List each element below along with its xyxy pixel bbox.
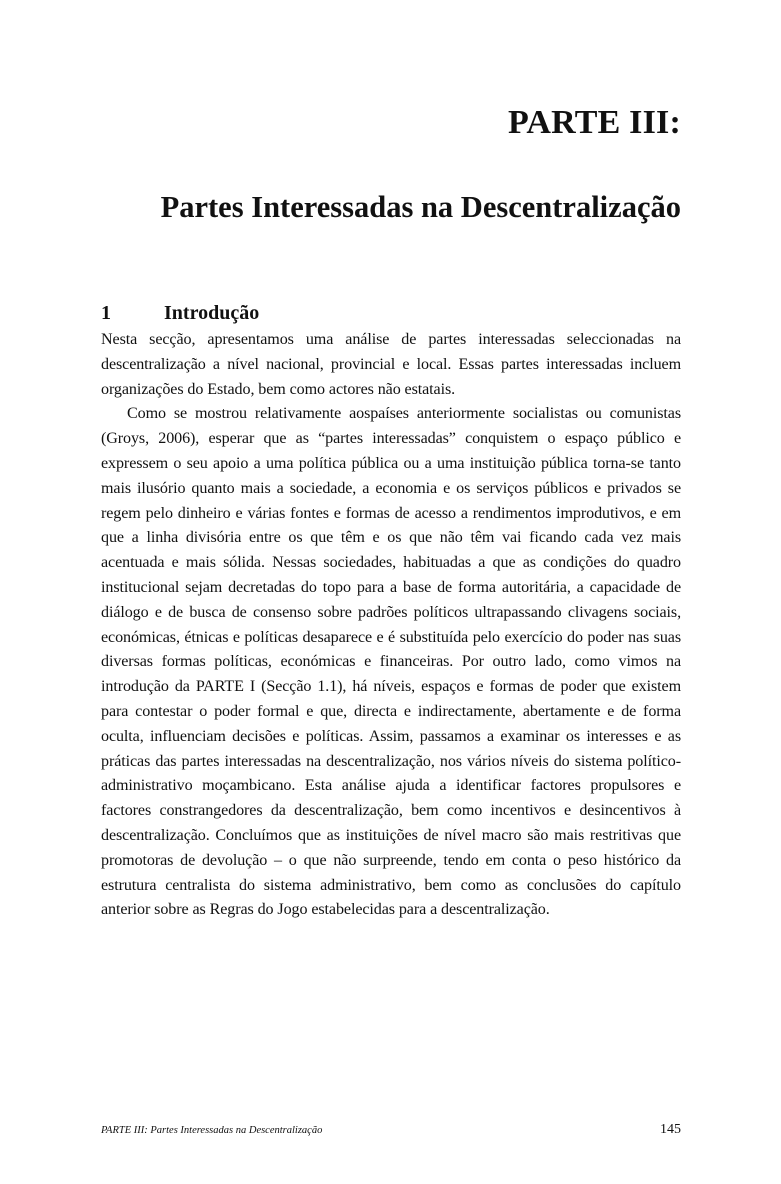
introduction-section — [101, 299, 681, 923]
page-footer — [101, 1122, 681, 1138]
chapter-title: Partes Interessadas na Descentralização — [160, 190, 681, 224]
footer-running-title: PARTE III: Partes Interessadas na Descentralização — [101, 1125, 323, 1136]
part-title: PARTE III: — [507, 104, 681, 141]
section-heading — [101, 299, 681, 327]
paragraph-1: Nesta secção, apresentamos uma análise de partes interessadas seleccionadas na descentralização a nível nacional, provincial e local. Essas partes interessadas incluem organizações do Estado, bem como actores não estatais. — [101, 331, 681, 398]
body-text — [101, 328, 681, 923]
section-number: 1 — [101, 302, 111, 324]
paragraph-2: Como se mostrou relativamente aospaíses anteriormente socialistas ou comunistas (Groys, 2006), esperar que as “partes interessadas” conquistem o espaço público e expressem o seu apoio a uma política pública ou a uma instituição pública torna-se tanto mais ilusório quanto mais a sociedade, a economia e os serviços públicos e privados se regem pelo dinheiro e várias fontes e formas de acesso a rendimentos improdutivos, e em que a linha divisória entre os que têm e os que não têm vai ficando cada vez mais acentuada e mais sólida. Nessas sociedades, habituadas a que as condições do quadro institucional sejam decretadas do topo para a base de forma autoritária, a capacidade de diálogo e de busca de consenso sobre padrões políticos ultrapassando clivagens sociais, económicas, étnicas e políticas desaparece e é substituída pelo exercício do poder nas suas diversas formas políticas, económicas e financeiras. Por outro lado, como vimos na introdução da PARTE I (Secção 1.1), há níveis, espaços e formas de poder que existem para contestar o poder formal e que, directa e indirectamente, abertamente e de forma oculta, influenciam decisões e políticas. Assim, passamos a examinar os interesses e as práticas das partes interessadas na descentralização, nos vários níveis do sistema político-administrativo moçambicano. Esta análise ajuda a identificar factores propulsores e factores constrangedores da descentralização, bem como incentivos e desincentivos à descentralização. Concluímos que as instituições de nível macro são mais restritivas que promotoras de devolução – o que não surpreende, tendo em conta o peso histórico da estrutura centralista do sistema administrativo, bem como as conclusões do capítulo anterior sobre as Regras do Jogo estabelecidas para a descentralização. — [101, 405, 681, 919]
section-title: Introdução — [164, 302, 260, 324]
page-number: 145 — [660, 1122, 681, 1137]
